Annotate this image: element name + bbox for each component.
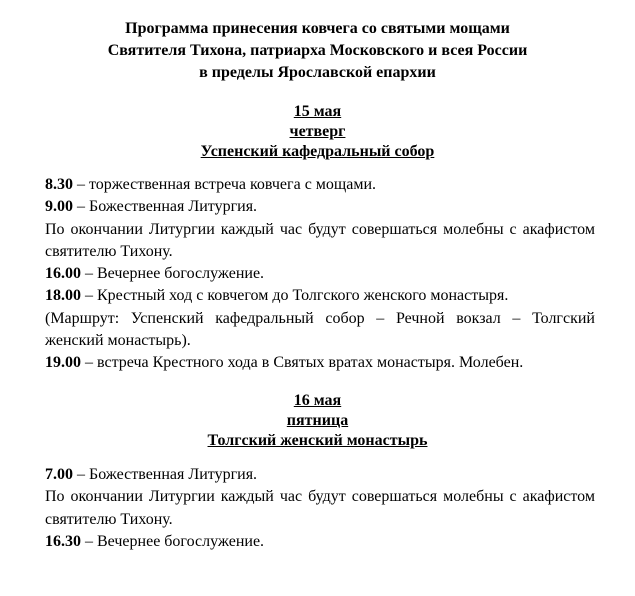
- title-line-2: Святителя Тихона, патриарха Московского и всея России: [107, 42, 528, 59]
- item-text: – торжественная встреча ковчега с мощами.: [73, 176, 377, 193]
- day-date: 16 мая: [293, 392, 342, 409]
- item-text: – Крестный ход с ковчегом до Толгского женского монастыря.: [81, 287, 509, 305]
- day-place: Толгский женский монастырь: [207, 432, 428, 449]
- item-text: По окончании Литургии каждый час будут совершаться молебны с акафистом святителю Тихону.: [45, 488, 595, 528]
- item-text: – Божественная Литургия.: [73, 198, 258, 216]
- item-text: – встреча Крестного хода в Святых вратах монастыря. Молебен.: [81, 354, 524, 372]
- day-header-1: [40, 102, 595, 162]
- title-line-1: Программа принесения ковчега со святыми мощами: [125, 20, 510, 37]
- item-time: 7.00: [45, 466, 73, 483]
- day-header-2: [40, 391, 595, 451]
- schedule-item: [45, 531, 595, 553]
- schedule-list-1: [45, 174, 595, 375]
- day-weekday: четверг: [289, 123, 346, 140]
- schedule-item: [45, 174, 595, 196]
- schedule-item: [45, 486, 595, 531]
- item-time: 8.30: [45, 176, 73, 193]
- schedule-item: [45, 196, 595, 218]
- item-text: По окончании Литургии каждый час будут совершаться молебны с акафистом святителю Тихону.: [45, 220, 595, 260]
- item-text: (Маршрут: Успенский кафедральный собор – Речной вокзал – Толгский женский монастырь).: [45, 309, 595, 350]
- item-text: – Вечернее богослужение.: [81, 265, 265, 283]
- title-line-3: в пределы Ярославской епархии: [199, 64, 436, 81]
- schedule-item: [45, 219, 595, 264]
- item-time: 16.30: [45, 532, 81, 550]
- document-title: [40, 18, 595, 84]
- item-text: – Божественная Литургия.: [73, 466, 258, 483]
- day-weekday: пятница: [286, 412, 349, 429]
- schedule-item: [45, 464, 595, 486]
- schedule-item: [45, 308, 595, 353]
- item-time: 9.00: [45, 198, 73, 216]
- item-time: 18.00: [45, 287, 81, 305]
- day-date: 15 мая: [293, 103, 342, 120]
- schedule-item: [45, 263, 595, 285]
- item-time: 19.00: [45, 354, 81, 372]
- schedule-item: [45, 352, 595, 374]
- day-place: Успенский кафедральный собор: [200, 143, 435, 160]
- item-time: 16.00: [45, 265, 81, 283]
- item-text: – Вечернее богослужение.: [81, 532, 265, 550]
- schedule-item: [45, 285, 595, 307]
- schedule-list-2: [45, 464, 595, 553]
